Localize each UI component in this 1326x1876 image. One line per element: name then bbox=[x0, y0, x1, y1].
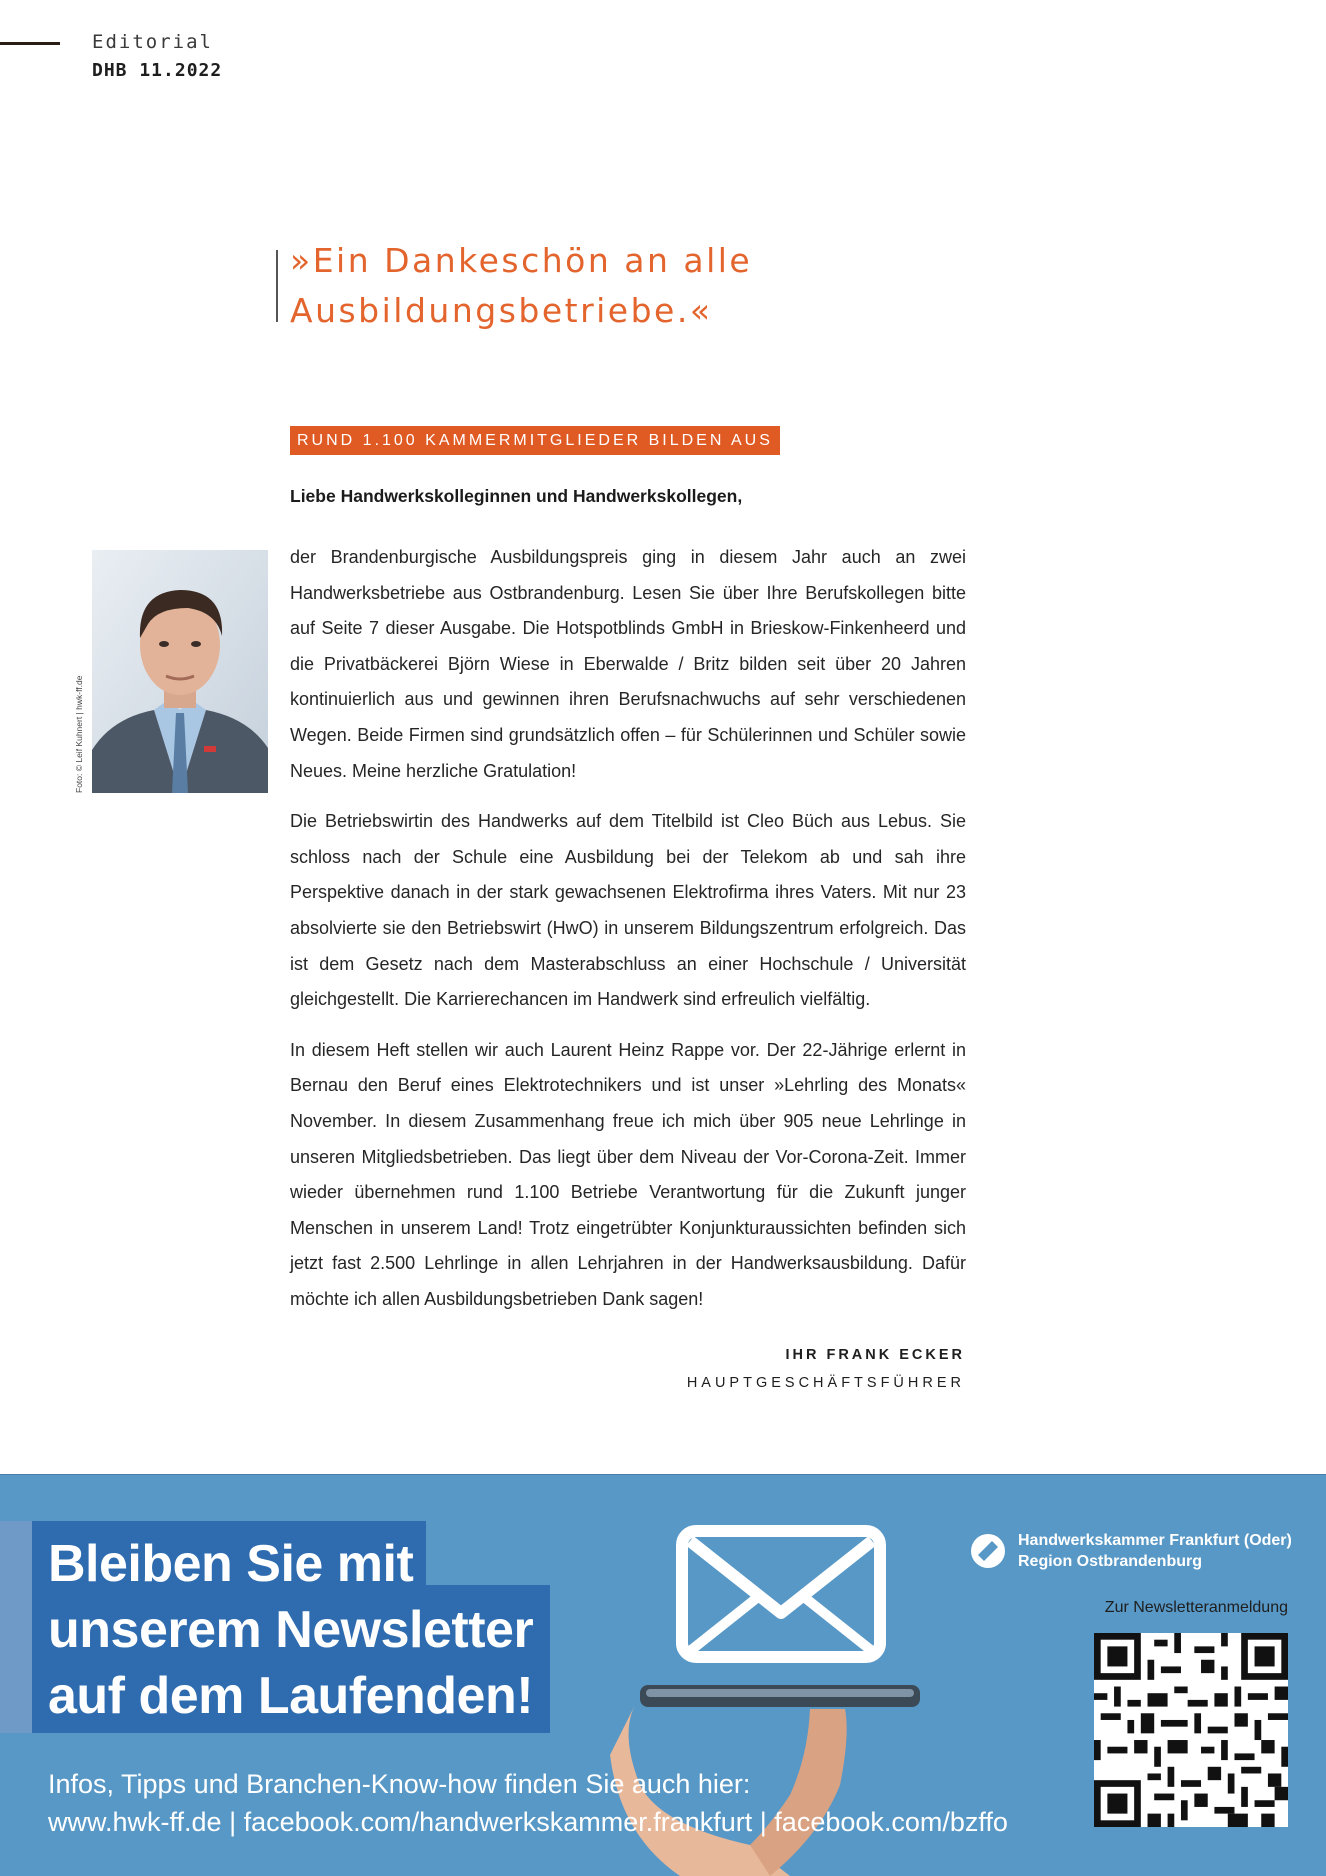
salutation: Liebe Handwerkskolleginnen und Handwerkskollegen, bbox=[290, 486, 743, 506]
paragraph: Die Betriebswirtin des Handwerks auf dem Titelbild ist Cleo Büch aus Lebus. Sie schloss nach der Schule eine Ausbildung bei der Telekom ab und sah ihre Perspektive danach in der stark gewachsenen Elektrofirma ihres Vaters. Mit nur 23 absolvierte sie den Betriebswirt (HwO) in unserem Bildungszentrum erfolgreich. Das ist dem Gesetz nach dem Masterabschluss an einer Hochschule / Universität gleichgestellt. Die Karrierechancen im Handwerk sind erfreulich vielfältig. bbox=[290, 811, 966, 1010]
banner-subline bbox=[48, 1765, 1008, 1841]
banner-headline-line: auf dem Laufenden! bbox=[48, 1667, 534, 1725]
headline-strip bbox=[0, 1521, 32, 1733]
newsletter-banner[interactable] bbox=[0, 1474, 1326, 1876]
pull-quote-line-2: Ausbildungsbetriebe.« bbox=[290, 291, 713, 330]
organization-line: Region Ostbrandenburg bbox=[1018, 1553, 1202, 1570]
hwk-logo-icon bbox=[970, 1533, 1006, 1569]
organization-line: Handwerkskammer Frankfurt (Oder) bbox=[1018, 1532, 1292, 1549]
body-text bbox=[290, 540, 966, 1332]
signature-name: IHR FRANK ECKER bbox=[785, 1347, 965, 1363]
quote-bar bbox=[276, 250, 278, 322]
envelope-icon bbox=[676, 1525, 886, 1663]
signature-role: HAUPTGESCHÄFTSFÜHRER bbox=[686, 1375, 965, 1391]
banner-links[interactable]: www.hwk-ff.de | facebook.com/handwerkskammer.frankfurt | facebook.com/bzffo bbox=[48, 1807, 1008, 1837]
paragraph: In diesem Heft stellen wir auch Laurent Heinz Rappe vor. Der 22-Jährige erlernt in Bernau den Beruf eines Elektrotechnikers und ist unser »Lehrling des Monats« November. In diesem Zusammenhang freue ich mich über 905 neue Lehrlinge in unseren Mitgliedsbetrieben. Das liegt über dem Niveau der Vor-Corona-Zeit. Immer wieder übernehmen rund 1.100 Betriebe Verantwortung für die Zukunft junger Menschen in unserem Land! Trotz eingetrübter Konjunkturaussichten befinden sich jetzt fast 2.500 Lehrlinge in allen Lehrjahren in der Handwerksausbildung. Dafür möchte ich allen Ausbildungsbetrieben Dank sagen! bbox=[290, 1039, 966, 1309]
banner-headline-line: unserem Newsletter bbox=[48, 1601, 534, 1659]
pull-quote bbox=[290, 236, 990, 336]
header-rule bbox=[0, 42, 60, 45]
qr-label: Zur Newsletteranmeldung bbox=[1104, 1599, 1288, 1616]
banner-headline bbox=[48, 1531, 533, 1729]
photo-credit: Foto: © Leif Kuhnert | hwk-ff.de bbox=[74, 675, 84, 793]
banner-subline-text: Infos, Tipps und Branchen-Know-how finden Sie auch hier: bbox=[48, 1769, 751, 1799]
section-label: Editorial bbox=[92, 31, 213, 53]
author-photo bbox=[92, 550, 268, 793]
organization-name bbox=[1018, 1530, 1292, 1572]
paragraph: der Brandenburgische Ausbildungspreis ging in diesem Jahr auch an zwei Handwerksbetriebe aus Ostbrandenburg. Lesen Sie über Ihre Berufskollegen bitte auf Seite 7 dieser Ausgabe. Die Hotspotblinds GmbH in Brieskow-Finkenheerd und die Privatbäckerei Björn Wiese in Eberwalde / Britz bilden seit über 20 Jahren kontinuierlich aus und gewinnen ihren Berufsnachwuchs auf sehr verschiedenen Wegen. Beide Firmen sind grundsätzlich offen – für Schülerinnen und Schüler sowie Neues. Meine herzliche Gratulation! bbox=[290, 547, 966, 781]
pull-quote-line-1: »Ein Dankeschön an alle bbox=[290, 241, 753, 280]
issue-label: DHB 11.2022 bbox=[92, 60, 223, 81]
kicker-label: RUND 1.100 KAMMERMITGLIEDER BILDEN AUS bbox=[290, 426, 780, 455]
qr-code[interactable] bbox=[1094, 1633, 1288, 1827]
banner-headline-line: Bleiben Sie mit bbox=[48, 1535, 414, 1593]
